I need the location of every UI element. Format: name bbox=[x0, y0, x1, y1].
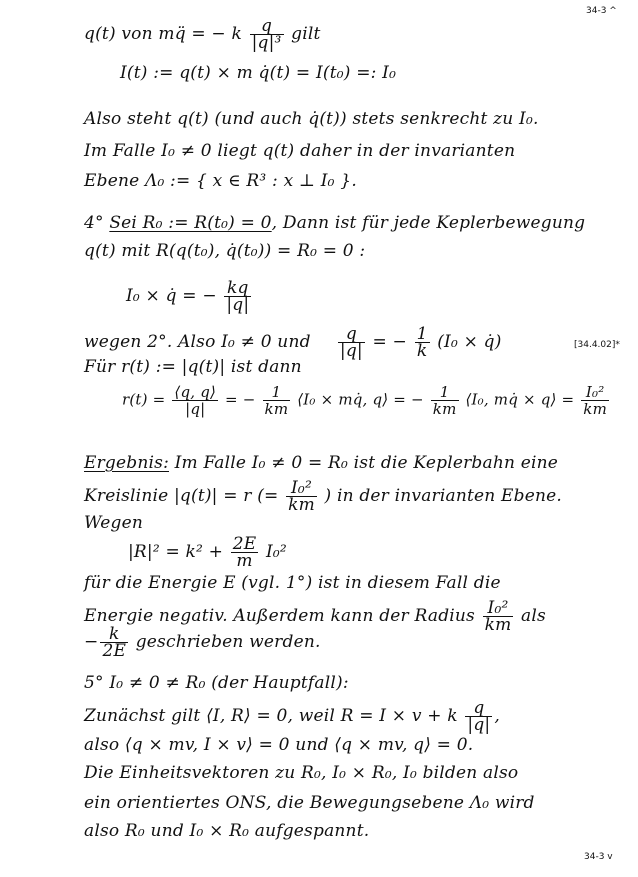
underlined-assumption: Sei R₀ := R(t₀) = 0 bbox=[109, 213, 272, 233]
line-6-tail: , Dann ist für jede Keplerbewegung bbox=[271, 213, 586, 233]
fraction-numerator: I₀² bbox=[483, 600, 514, 617]
fraction-numerator: I₀² bbox=[581, 384, 609, 401]
line-24: also R₀ und I₀ × R₀ aufgespannt. bbox=[84, 821, 370, 841]
fraction bbox=[224, 280, 251, 313]
line-16: für die Energie E (vgl. 1°) ist in diesem Fall die bbox=[84, 573, 501, 593]
line-15-tail: I₀² bbox=[265, 542, 287, 562]
fraction bbox=[172, 384, 218, 417]
line-19: 5° I₀ ≠ 0 ≠ R₀ (der Hauptfall): bbox=[84, 673, 349, 693]
line-12-text: Im Falle I₀ ≠ 0 = R₀ ist die Keplerbahn eine bbox=[174, 453, 559, 473]
fraction bbox=[465, 700, 492, 733]
line-4: Im Falle I₀ ≠ 0 liegt q(t) daher in der invarianten bbox=[84, 141, 516, 161]
fraction bbox=[286, 480, 317, 513]
section-number-4: 4° bbox=[84, 213, 104, 233]
fraction-numerator: ⟨q, q⟩ bbox=[174, 383, 217, 401]
line-1 bbox=[84, 18, 321, 51]
fraction bbox=[483, 600, 514, 633]
fraction-denominator: |q| bbox=[226, 295, 250, 315]
line-20-comma: , bbox=[494, 706, 500, 726]
line-3: Also steht q(t) (und auch q̇(t)) stets senkrecht zu I₀. bbox=[84, 109, 539, 129]
line-5: Ebene Λ₀ := { x ∈ R³ : x ⊥ I₀ }. bbox=[84, 171, 357, 191]
line-18-minus: − bbox=[84, 632, 99, 652]
fraction-numerator: k bbox=[100, 626, 128, 643]
line-20 bbox=[84, 700, 500, 733]
line-18 bbox=[84, 626, 321, 659]
line-14: Wegen bbox=[84, 513, 144, 533]
fraction-denominator: km bbox=[484, 615, 512, 635]
fraction-denominator: |q|³ bbox=[251, 33, 282, 53]
fraction-denominator: km bbox=[583, 400, 608, 418]
fraction bbox=[431, 384, 459, 417]
line-11-eq2: ⟨I₀ × mq̇, q⟩ = − bbox=[297, 390, 424, 409]
fraction-denominator: |q| bbox=[339, 341, 363, 361]
line-21: also ⟨q × mv, I × v⟩ = 0 und ⟨q × mv, q⟩ = 0. bbox=[84, 735, 474, 755]
fraction-numerator: kq bbox=[224, 280, 251, 297]
line-9 bbox=[84, 326, 502, 359]
line-23: ein orientiertes ONS, die Bewegungsebene Λ₀ wird bbox=[84, 793, 535, 813]
line-13 bbox=[84, 480, 562, 513]
line-11-text: r(t) = bbox=[122, 390, 166, 409]
line-13-text: Kreislinie |q(t)| = r (= bbox=[84, 486, 279, 506]
line-17-text: Energie negativ. Außerdem kann der Radius bbox=[84, 606, 475, 626]
line-13-tail: ) in der invarianten Ebene. bbox=[324, 486, 562, 506]
fraction bbox=[250, 18, 284, 51]
fraction-numerator: I₀² bbox=[286, 480, 317, 497]
line-8 bbox=[126, 280, 253, 313]
fraction-numerator: q bbox=[338, 326, 365, 343]
fraction-denominator: k bbox=[416, 341, 428, 361]
fraction-numerator: q bbox=[465, 700, 492, 717]
line-9-tail: (I₀ × q̇) bbox=[437, 332, 502, 352]
page-number-bottom: 34-3 v bbox=[584, 852, 613, 862]
line-1-tail: gilt bbox=[291, 24, 321, 44]
line-20-text: Zunächst gilt ⟨I, R⟩ = 0, weil R = I × v + k bbox=[84, 706, 458, 726]
line-15 bbox=[128, 536, 287, 569]
line-1-text: q(t) von mq̈ = − k bbox=[84, 24, 242, 44]
fraction-denominator: km bbox=[288, 495, 315, 515]
fraction bbox=[263, 384, 291, 417]
fraction bbox=[338, 326, 365, 359]
fraction-numerator: 1 bbox=[263, 384, 291, 401]
reference-note: [34.4.02]* bbox=[574, 340, 620, 350]
line-9-eq: = − bbox=[372, 332, 407, 352]
page-number-top: 34-3 ^ bbox=[586, 6, 617, 16]
line-11 bbox=[122, 384, 611, 417]
line-11-eq1: = − bbox=[225, 390, 256, 409]
fraction bbox=[231, 536, 259, 569]
line-12 bbox=[84, 452, 558, 474]
line-2: I(t) := q(t) × m q̇(t) = I(t₀) =: I₀ bbox=[120, 63, 397, 83]
line-6 bbox=[84, 212, 585, 234]
fraction bbox=[100, 626, 128, 659]
fraction-numerator: 2E bbox=[232, 534, 257, 554]
line-11-eq3: ⟨I₀, mq̇ × q⟩ = bbox=[465, 390, 575, 409]
fraction-denominator: km bbox=[432, 400, 457, 418]
fraction-denominator: km bbox=[264, 400, 289, 418]
line-7: q(t) mit R(q(t₀), q̇(t₀)) = R₀ = 0 : bbox=[84, 241, 366, 261]
fraction-numerator: 1 bbox=[416, 324, 428, 344]
line-22: Die Einheitsvektoren zu R₀, I₀ × R₀, I₀ bilden also bbox=[84, 763, 519, 783]
line-10: Für r(t) := |q(t)| ist dann bbox=[84, 357, 302, 377]
fraction-numerator: q bbox=[250, 18, 284, 35]
line-18-text: geschrieben werden. bbox=[135, 632, 321, 652]
line-15-text: |R|² = k² + bbox=[128, 542, 224, 562]
line-9-text: wegen 2°. Also I₀ ≠ 0 und bbox=[84, 332, 311, 352]
line-8-text: I₀ × q̇ = − bbox=[126, 286, 217, 306]
fraction-denominator: m bbox=[236, 551, 253, 571]
fraction-denominator: |q| bbox=[467, 715, 491, 735]
fraction-denominator: |q| bbox=[185, 400, 206, 418]
result-heading: Ergebnis: bbox=[84, 453, 169, 473]
fraction bbox=[581, 384, 609, 417]
line-17-tail: als bbox=[521, 606, 546, 626]
fraction-numerator: 1 bbox=[431, 384, 459, 401]
fraction bbox=[415, 326, 430, 359]
fraction-denominator: 2E bbox=[102, 641, 127, 661]
